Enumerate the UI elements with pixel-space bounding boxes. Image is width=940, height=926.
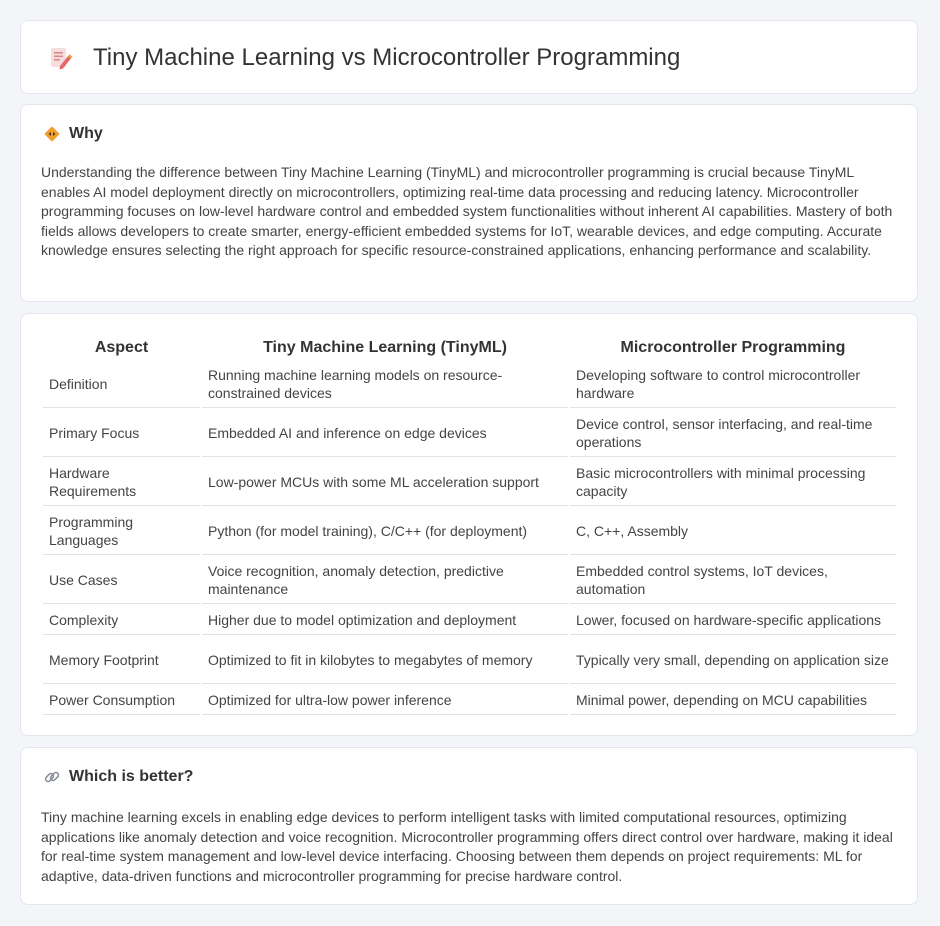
table-header-row: [43, 336, 896, 359]
row-microcontroller: Developing software to control microcontroller hardware: [570, 361, 896, 408]
row-aspect: Complexity: [43, 606, 200, 635]
document-pencil-icon: [47, 45, 73, 71]
row-microcontroller: Basic microcontrollers with minimal processing capacity: [570, 459, 896, 506]
table-row: [43, 459, 896, 506]
why-title: Why: [69, 125, 103, 142]
row-tinyml: Optimized for ultra-low power inference: [202, 686, 568, 715]
comparison-table: [41, 334, 898, 717]
row-tinyml: Running machine learning models on resource-constrained devices: [202, 361, 568, 408]
table-row: [43, 686, 896, 715]
row-tinyml: Python (for model training), C/C++ (for deployment): [202, 508, 568, 555]
why-text: Understanding the difference between Tiny Machine Learning (TinyML) and microcontroller programming is crucial because TinyML enables AI model deployment directly on microcontrollers, optimizing real-time data processing and reducing latency. Microcontroller programming focuses on low-level hardware control and embedded system functionalities without inherent AI capabilities. Mastery of both fields allows developers to create smarter, energy-efficient embedded systems for IoT, wearable devices, and edge computing. Accurate knowledge ensures selecting the right approach for specific resource-constrained applications, enhancing performance and scalability.: [41, 164, 893, 259]
row-tinyml: Embedded AI and inference on edge devices: [202, 410, 568, 457]
row-aspect: Use Cases: [43, 557, 200, 604]
link-icon: [43, 768, 61, 786]
header-microcontroller: Microcontroller Programming: [620, 339, 846, 356]
row-aspect: Primary Focus: [43, 410, 200, 457]
table-row: [43, 637, 896, 684]
row-tinyml: Low-power MCUs with some ML acceleration support: [202, 459, 568, 506]
table-row: [43, 606, 896, 635]
better-text: Tiny machine learning excels in enabling edge devices to perform intelligent tasks with limited computational resources, optimizing applications like anomaly detection and voice recognition. Microcontroller programming offers direct control over hardware, making it ideal for real-time system management and low-level device interfacing. Choosing between them depends on project requirements: ML for adaptive, data-driven functions and microcontroller programming for precise hardware control.: [41, 809, 893, 884]
row-microcontroller: Device control, sensor interfacing, and real-time operations: [570, 410, 896, 457]
row-microcontroller: Typically very small, depending on application size: [570, 637, 896, 684]
row-microcontroller: C, C++, Assembly: [570, 508, 896, 555]
row-microcontroller: Minimal power, depending on MCU capabilities: [570, 686, 896, 715]
row-tinyml: Optimized to fit in kilobytes to megabytes of memory: [202, 637, 568, 684]
row-microcontroller: Embedded control systems, IoT devices, automation: [570, 557, 896, 604]
row-aspect: Memory Footprint: [43, 637, 200, 684]
title-card: [20, 20, 918, 94]
table-row: [43, 361, 896, 408]
comparison-card: [20, 313, 918, 736]
row-aspect: Definition: [43, 361, 200, 408]
row-aspect: Hardware Requirements: [43, 459, 200, 506]
table-row: [43, 557, 896, 604]
header-tinyml: Tiny Machine Learning (TinyML): [263, 339, 507, 356]
row-tinyml: Higher due to model optimization and deployment: [202, 606, 568, 635]
better-title: Which is better?: [69, 768, 194, 785]
row-aspect: Power Consumption: [43, 686, 200, 715]
header-aspect: Aspect: [94, 339, 149, 356]
which-is-better-section: [20, 747, 918, 905]
row-microcontroller: Lower, focused on hardware-specific applications: [570, 606, 896, 635]
page-title: Tiny Machine Learning vs Microcontroller Programming: [93, 44, 681, 71]
row-tinyml: Voice recognition, anomaly detection, predictive maintenance: [202, 557, 568, 604]
table-row: [43, 410, 896, 457]
diamond-arrows-icon: [43, 125, 61, 143]
table-row: [43, 508, 896, 555]
why-section: [20, 104, 918, 302]
row-aspect: Programming Languages: [43, 508, 200, 555]
